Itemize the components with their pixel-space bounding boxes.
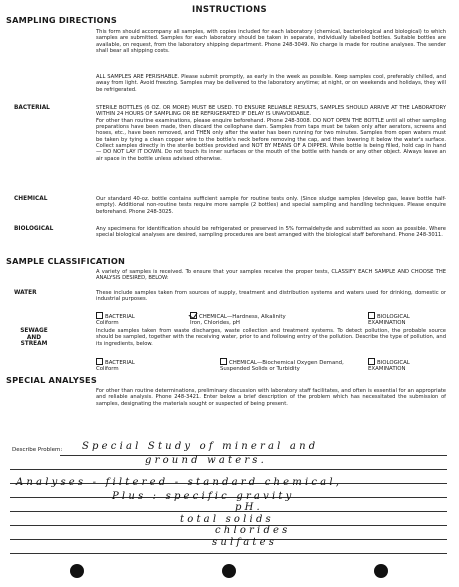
sewage-bacterial-checkbox[interactable] [96, 358, 103, 365]
sewage-stream-label-text: SEWAGE AND STREAM [20, 328, 48, 347]
water-paragraph: These include samples taken from sources of supply, treatment and distribution systems and waters used for drinking, domestic or industrial purposes. [96, 290, 446, 303]
sewage-paragraph: Include samples taken from waste discharges, waste collection and treatment systems. To detect pollution, the probable source should be sampled, together with the receiving water, prior to and following entry of the pollution. Describe the type of pollution, and its ingredients, below. [96, 328, 446, 347]
describe-problem-label: Describe Problem: [12, 447, 63, 453]
water-bacterial-checkbox[interactable] [96, 312, 103, 319]
sewage-biological-label: BIOLOGICAL EXAMINATION [368, 360, 410, 373]
classification-intro: A variety of samples is received. To ensure that your samples receive the proper tests, CLASSIFY EACH SAMPLE AND CHOOSE THE ANALYSIS DESIRED, BELOW: [96, 269, 446, 282]
sewage-biological-checkbox[interactable] [368, 358, 375, 365]
perishable-paragraph: ALL SAMPLES ARE PERISHABLE. Please submit promptly, as early in the week as possible. Keep samples cool, preferably chilled, and away from light. Avoid freezing. Samples may be delivered to the laboratory anytime; at night, or on weekends and holidays, they will be refrigerated. [96, 74, 446, 93]
water-chemical-checkbox[interactable] [190, 312, 197, 319]
handwritten-line: pH. [235, 502, 263, 513]
write-line[interactable] [10, 553, 447, 554]
sewage-bacterial-option[interactable] [96, 352, 135, 373]
handwritten-line: sulfates [212, 537, 278, 548]
handwritten-line: Analyses - filtered - standard chemical, [16, 477, 343, 488]
biological-paragraph: Any specimens for identification should be refrigerated or preserved in 5% formaldehyde and submitted as soon as possible. Where special biological analyses are desired, sampling procedures are best arranged with the biological staff beforehand. Phone 248-3011. [96, 226, 446, 239]
water-biological-label: BIOLOGICAL EXAMINATION [368, 314, 410, 327]
section-heading-classification: SAMPLE CLASSIFICATION [6, 256, 126, 266]
section-heading-analyses: SPECIAL ANALYSES [6, 375, 97, 385]
punch-hole [70, 564, 84, 578]
sewage-chemical-label: CHEMICAL—Biochemical Oxygen Demand, Suspended Solids or Turbidity [220, 360, 344, 373]
write-line[interactable] [10, 511, 447, 512]
sewage-bacterial-label: BACTERIAL Coliform [96, 360, 135, 373]
sewage-stream-label [14, 328, 54, 348]
water-bacterial-label: BACTERIAL Coliform [96, 314, 135, 327]
water-label: WATER [14, 290, 37, 296]
write-line[interactable] [10, 469, 447, 470]
punch-hole [222, 564, 236, 578]
handwritten-line: Plus : specific gravity [112, 491, 295, 502]
chemical-label: CHEMICAL [14, 196, 48, 202]
handwritten-line: ground waters. [145, 455, 268, 466]
sewage-biological-option[interactable] [368, 352, 410, 373]
bacterial-label: BACTERIAL [14, 105, 50, 111]
analyses-paragraph: For other than routine determinations, preliminary discussion with laboratory staff facilitates, and often is essential for an appropriate and reliable analysis. Phone 248-3421. Enter below a brief description of the problem which has necessitated the submission of samples, designating the materials sought or suspected of being present. [96, 388, 446, 407]
handwritten-line: Special Study of mineral and [82, 441, 319, 452]
handwritten-line: chlorides [215, 525, 291, 536]
water-chemical-option[interactable] [190, 306, 286, 327]
bacterial-paragraph: STERILE BOTTLES (6 OZ. OR MORE) MUST BE USED. TO ENSURE RELIABLE RESULTS, SAMPLES SHOULD ARRIVE AT THE LABORATORY WITHIN 24 HOURS OF SAMPLING OR BE REFRIGERATED IF DELAY IS UNAVOIDABLE. For other than routine examinations, please enquire beforehand. Phone 248-3008. DO NOT OPEN THE BOTTLE until all other sampling preparations have been made, then discard the cellophane dam. Samples from taps must be taken only after aerators, screens and hoses, etc., have been removed, and THEN only after the water has been running for two minutes. Samples from open waters must be taken by tying a clean copper wire to the bottle's neck before removing the cap, and then lowering it below the water's surface. Collect samples directly in the sterile bottles provided and NOT BY MEANS OF A DIPPER. While bottle is being filled, hold cap in hand — DO NOT LAY IT DOWN. Do not touch its inner surfaces or the mouth of the bottle with hands or any other object. Always leave an air space in the bottle unless advised otherwise. [96, 105, 446, 162]
water-chemical-label: CHEMICAL—Hardness, Alkalinity Iron, Chlorides, pH [190, 314, 286, 327]
water-bacterial-option[interactable] [96, 306, 135, 327]
water-biological-option[interactable] [368, 306, 410, 327]
punch-hole [374, 564, 388, 578]
sampling-intro-paragraph: This form should accompany all samples, with copies included for each laboratory (chemical, bacteriological and biological) to which samples are submitted. Samples for each laboratory should be taken in separate, individually labelled bottles. Suitable bottles are available, on request, from the laboratory shipping department. Phone 248-3049. No charge is made for routine analyses. The sender shall bear all shipping costs. [96, 29, 446, 55]
handwritten-line: total solids [180, 514, 274, 525]
biological-label: BIOLOGICAL [14, 226, 54, 232]
section-heading-sampling: SAMPLING DIRECTIONS [6, 15, 117, 25]
sewage-chemical-option[interactable] [220, 352, 344, 373]
sewage-chemical-checkbox[interactable] [220, 358, 227, 365]
water-biological-checkbox[interactable] [368, 312, 375, 319]
page-title: INSTRUCTIONS [192, 5, 267, 15]
chemical-paragraph: Our standard 40-oz. bottle contains sufficient sample for routine tests only. (Since sludge samples (develop gas, leave bottle half-empty). Additional non-routine tests require more sample (2 bottles) and special sampling and handling techniques. Please enquire beforehand. Phone 248-3025. [96, 196, 446, 215]
